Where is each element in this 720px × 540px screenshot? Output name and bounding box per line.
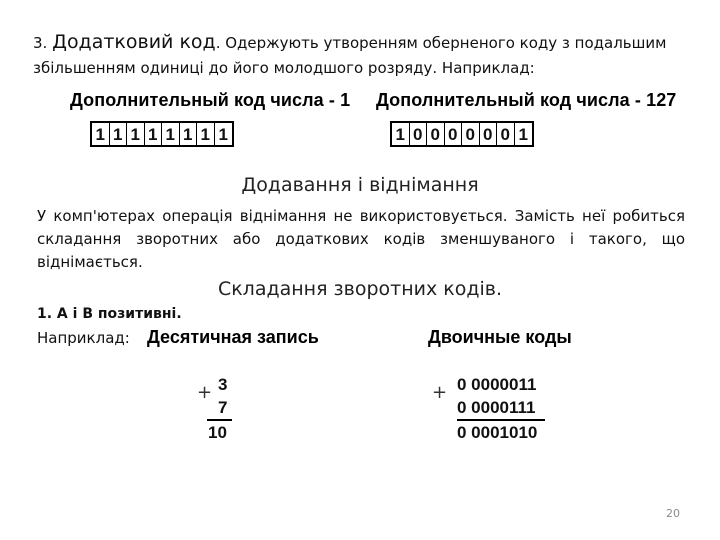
binary-operand-b: 0 0000111 bbox=[457, 398, 536, 417]
plus-sign-binary: + bbox=[432, 382, 448, 403]
decimal-sum: 10 bbox=[208, 423, 227, 442]
decimal-header: Десятичная запись bbox=[147, 327, 319, 347]
binary-sum: 0 0001010 bbox=[457, 423, 538, 442]
bit-cell: 1 bbox=[127, 123, 145, 145]
decimal-operand-a: 3 bbox=[218, 375, 228, 394]
bit-cell: 0 bbox=[410, 123, 428, 145]
page-number: 20 bbox=[666, 507, 680, 520]
example-title-minus-127: Дополнительный код числа - 127 bbox=[376, 90, 677, 110]
bit-grid-minus-127 bbox=[390, 121, 534, 147]
bit-cell: 1 bbox=[218, 124, 228, 144]
bit-grid-minus-1 bbox=[90, 121, 234, 147]
intro-term: Додатковий код bbox=[52, 31, 216, 53]
intro-number: 3. bbox=[33, 34, 48, 52]
bit-cell: 1 bbox=[145, 123, 163, 145]
bit-cell: 1 bbox=[92, 123, 110, 145]
section-heading-add-subtract: Додавання і віднімання bbox=[241, 174, 479, 196]
binary-operand-a: 0 0000011 bbox=[457, 375, 537, 394]
decimal-operand-b: 7 bbox=[218, 398, 228, 417]
example-label: Наприклад: bbox=[37, 329, 130, 347]
bit-cell: 0 bbox=[445, 123, 463, 145]
bit-cell: 1 bbox=[518, 124, 528, 144]
bit-cell: 0 bbox=[480, 123, 498, 145]
bit-cell: 1 bbox=[392, 123, 410, 145]
bit-cell: 0 bbox=[427, 123, 445, 145]
plus-sign-decimal: + bbox=[197, 382, 213, 403]
bit-cell: 1 bbox=[180, 123, 198, 145]
intro-text: . Одержують утворенням оберненого коду з подальшим збільшенням одиниці до його молодшого розряду. Наприклад: bbox=[33, 34, 667, 77]
bit-cell: 0 bbox=[497, 123, 515, 145]
bit-cell: 0 bbox=[462, 123, 480, 145]
binary-header: Двоичные коды bbox=[428, 327, 572, 347]
section-heading-inverse-codes: Складання зворотних кодів. bbox=[217, 278, 503, 300]
bit-cell: 1 bbox=[162, 123, 180, 145]
section-paragraph: У комп'ютерах операція віднімання не використовується. Замість неї робиться складання зворотних або додаткових кодів зменшуваного і такого, що віднімається. bbox=[37, 207, 685, 271]
bit-cell: 1 bbox=[197, 123, 215, 145]
intro-paragraph bbox=[33, 30, 693, 81]
bit-cell: 1 bbox=[110, 123, 128, 145]
example-title-minus-1: Дополнительный код числа - 1 bbox=[70, 90, 351, 110]
case-label: 1. А і В позитивні. bbox=[37, 306, 182, 322]
